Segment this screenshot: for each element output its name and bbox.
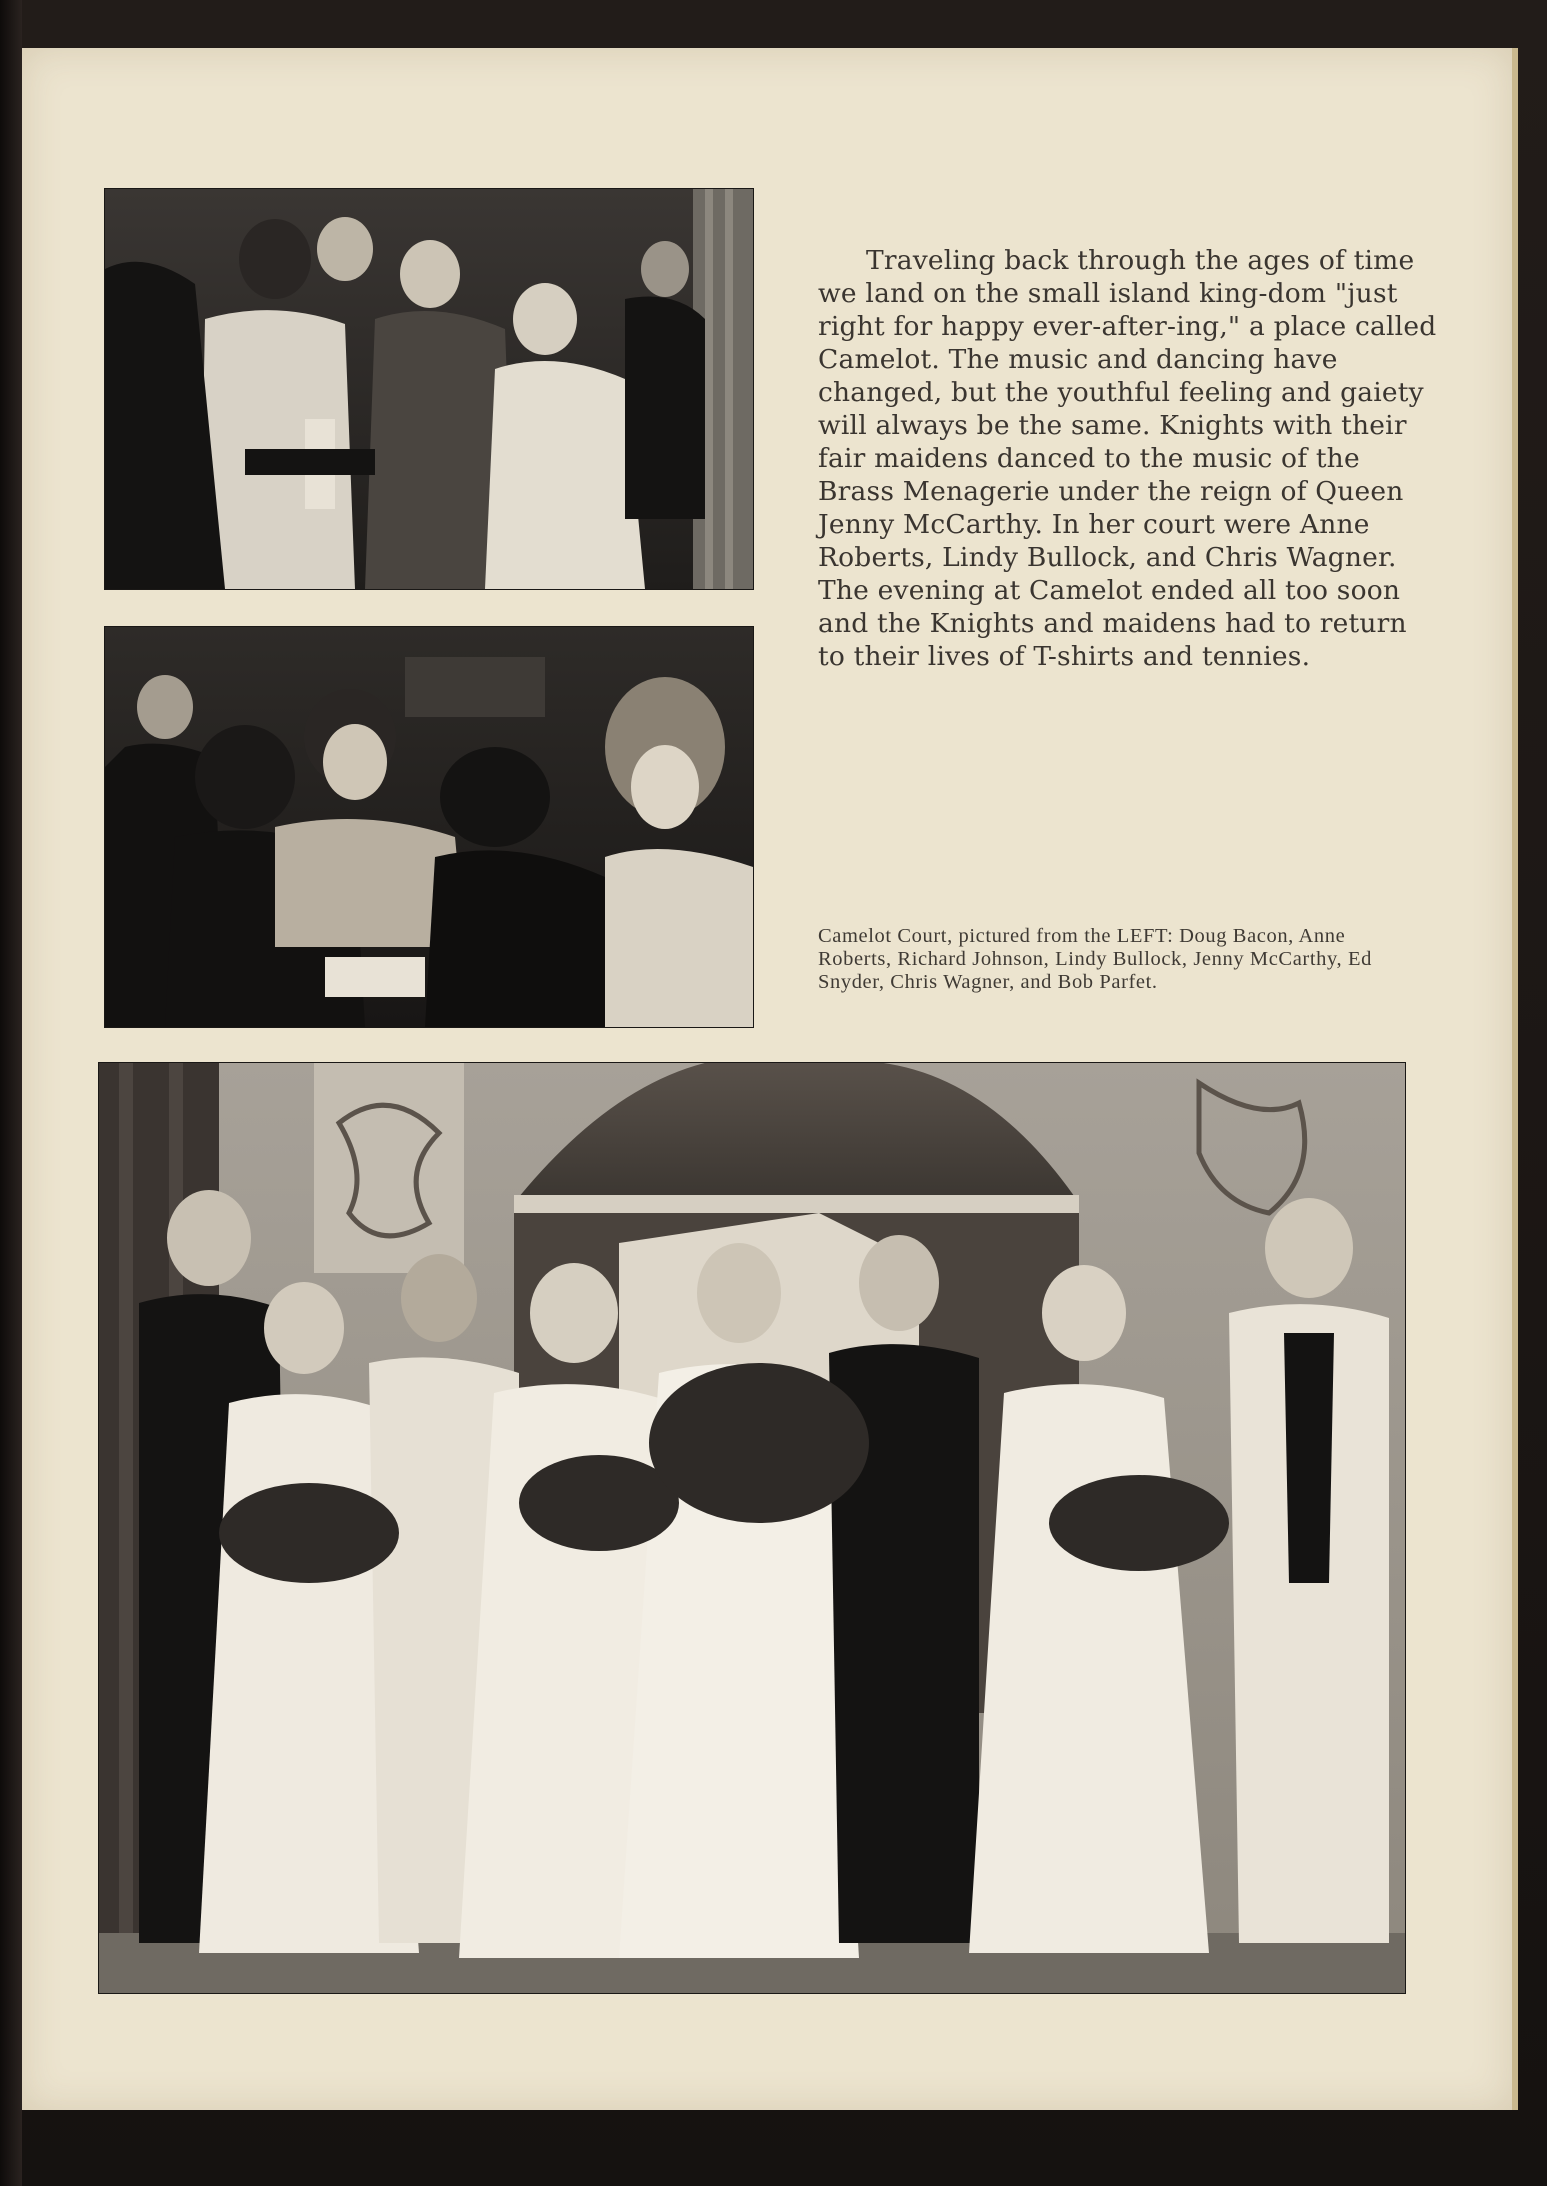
photo-caption: Camelot Court, pictured from the LEFT: Doug Bacon, Anne Roberts, Richard Johnson, Lindy Bullock, Jenny McCarthy, Ed Snyder, Chris Wagner, and Bob Parfet. xyxy=(818,925,1372,993)
dance-floor-photo xyxy=(104,188,754,590)
article-body: Traveling back through the ages of time we land on the small island king-dom "just right for happy ever-after-ing," a place called Camelot. The music and dancing have changed, but the youthful feeling and gaiety will always be the same. Knights with their fair maidens danced to the music of the Brass Menagerie under the reign of Queen Jenny McCarthy. In her court were Anne Roberts, Lindy Bullock, and Chris Wagner. The evening at Camelot ended all too soon and the Knights and maidens had to return to their lives of T-shirts and tennies. xyxy=(818,245,1437,672)
yearbook-page xyxy=(22,48,1518,2110)
court-photo xyxy=(98,1062,1406,1994)
binding-edge xyxy=(0,0,22,2186)
table-photo xyxy=(104,626,754,1028)
